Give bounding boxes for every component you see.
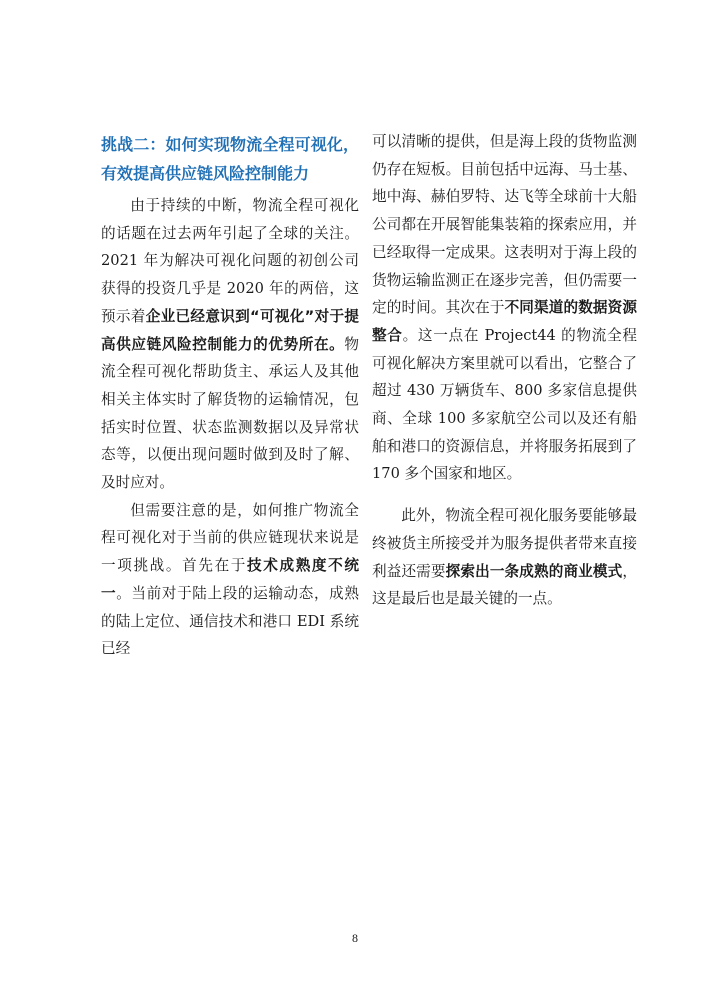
left-paragraph-2 — [101, 497, 359, 663]
left-p2-text-c: 。当前对于陆上段的运输动态，成熟的陆上定位、通信技术和港口 EDI 系统已经 — [101, 584, 359, 658]
left-paragraph-1 — [101, 192, 359, 497]
section-heading: 挑战二：如何实现物流全程可视化，有效提高供应链风险控制能力 — [101, 135, 359, 183]
right-p2-emphasis: 探索出一条成熟的商业模式 — [445, 562, 623, 580]
left-p1-emphasis: 企业已经意识到“可视化”对于提高供应链风险控制能力的优势所在。 — [101, 307, 359, 353]
right-p2-text-c: ，这是最后也是最关键的一点。 — [372, 562, 637, 608]
right-p1-text-c: 。这一点在 Project44 的物流全程可视化解决方案里就可以看出，它整合了超过 430 万辆货车、800 多家信息提供商、全球 100 多家航空公司以及还有船舶和港口的资源信息，并将服务拓展到了 170 多个国家和地区。 — [372, 326, 637, 483]
page-number: 8 — [352, 931, 358, 945]
left-p1-text-c: 物流全程可视化帮助货主、承运人及其他相关主体实时了解货物的运输情况，包括实时位置、状态监测数据以及异常状态等，以便出现问题时做到及时了解、及时应对。 — [101, 335, 359, 492]
left-column — [101, 128, 359, 663]
right-p2-text-a: 此外，物流全程可视化服务要能够最终被货主所接受并为服务提供者带来直接利益还需要 — [372, 507, 637, 580]
right-p1-emphasis: 不同渠道的数据资源整合 — [372, 299, 637, 344]
right-paragraph-2 — [372, 502, 637, 613]
right-column — [372, 128, 637, 613]
left-p2-emphasis: 技术成熟度不统一 — [101, 557, 359, 602]
left-p1-text-a: 由于持续的中断，物流全程可视化的话题在过去两年引起了全球的关注。2021 年为解决可视化问题的初创公司获得的投资几乎是 2020 年的两倍，这预示着 — [101, 197, 359, 325]
right-paragraph-1 — [372, 128, 637, 488]
right-p1-text-a: 可以清晰的提供，但是海上段的货物监测仍存在短板。目前包括中远海、马士基、地中海、赫伯罗特、达飞等全球前十大船公司都在开展智能集装箱的探索应用，并已经取得一定成果。这表明对于海上段的货物运输监测正在逐步完善，但仍需要一定的时间。其次在于 — [372, 133, 637, 317]
left-p2-text-a: 但需要注意的是，如何推广物流全程可视化对于当前的供应链现状来说是一项挑战。首先在于 — [101, 501, 359, 575]
